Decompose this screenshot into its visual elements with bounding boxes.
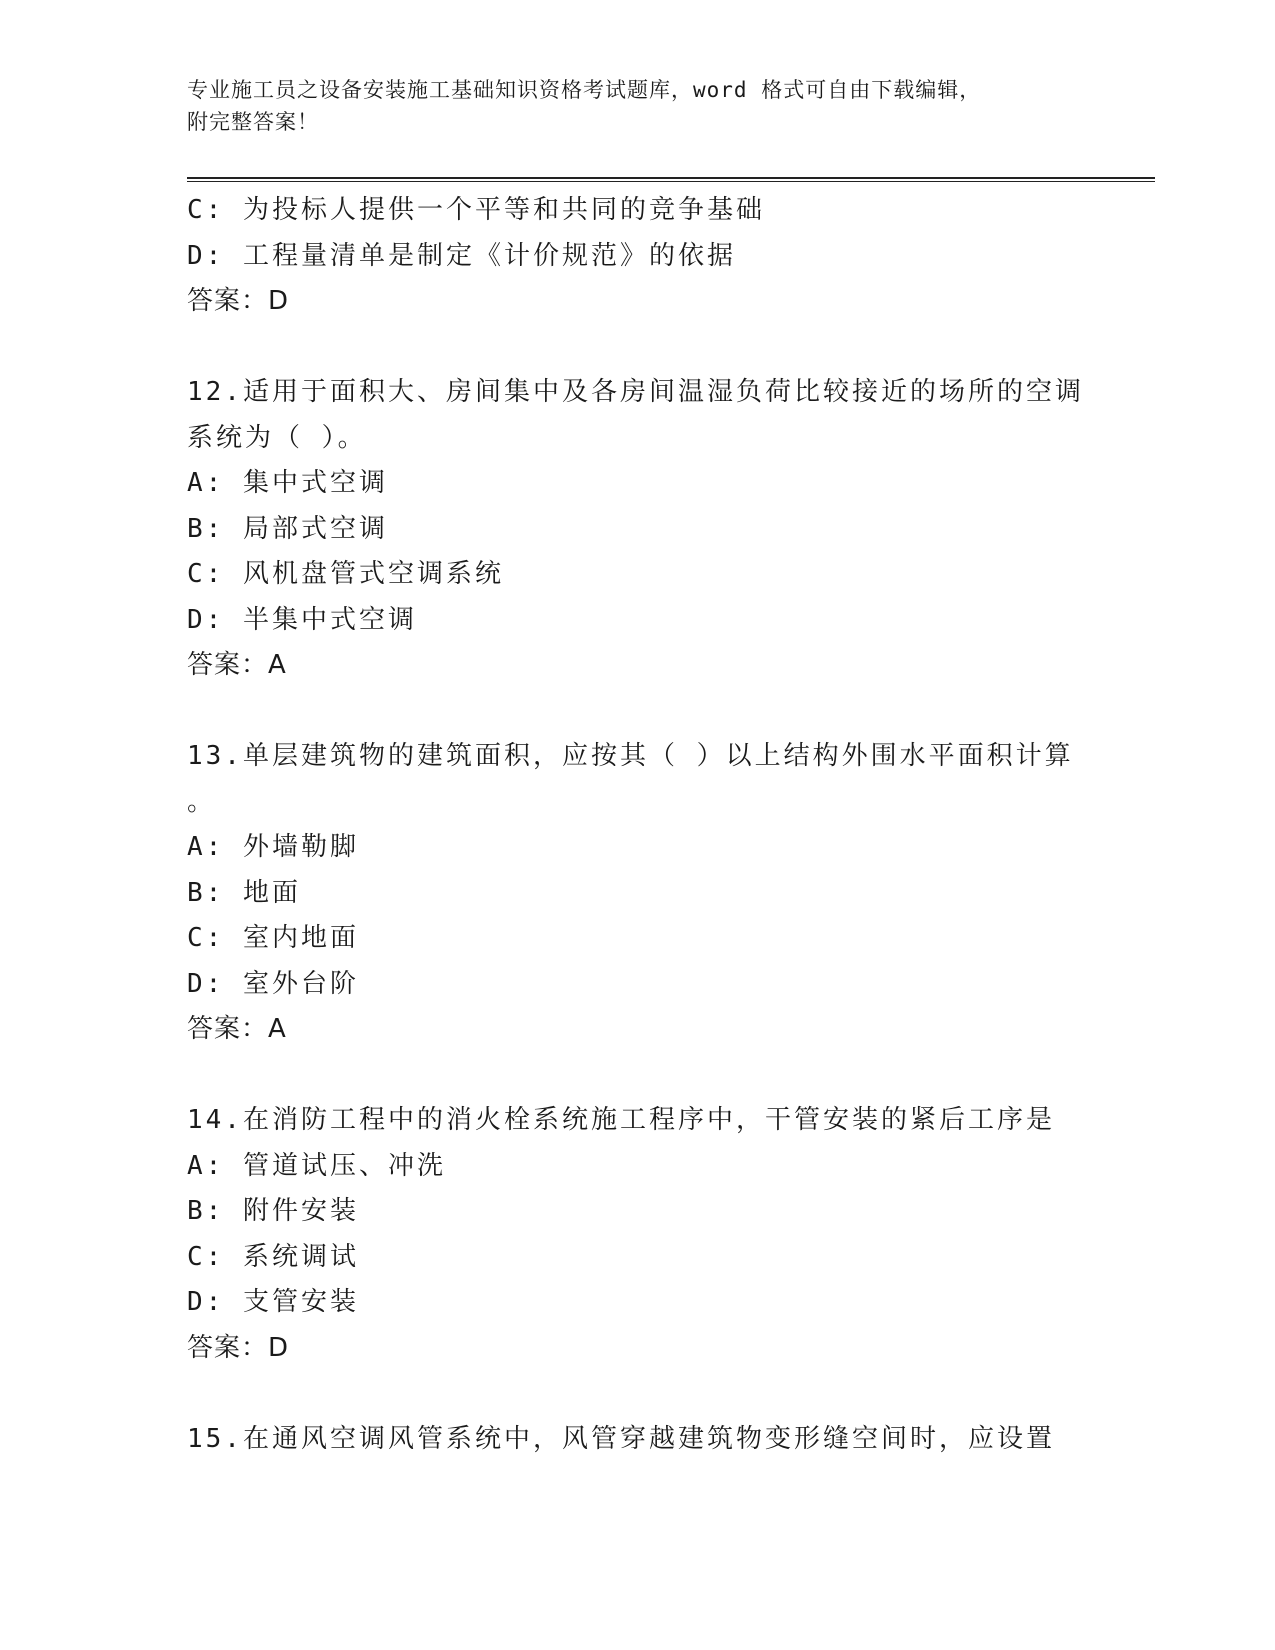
question-stem: 13.单层建筑物的建筑面积，应按其（ ）以上结构外围水平面积计算 (187, 741, 1074, 771)
header-title-line-1: 专业施工员之设备安装施工基础知识资格考试题库，word 格式可自由下载编辑， (187, 78, 982, 102)
question-14 (187, 1098, 1087, 1371)
option-c: C: 室内地面 (187, 923, 359, 953)
question-15 (187, 1417, 1087, 1463)
option-b: B: 局部式空调 (187, 513, 388, 544)
page-header (187, 74, 1067, 138)
answer-line: 答案：D (187, 286, 290, 316)
answer-line: 答案：A (187, 650, 287, 680)
answer-line: 答案：D (187, 1332, 290, 1363)
question-stem: 15.在通风空调风管系统中，风管穿越建筑物变形缝空间时，应设置 (187, 1423, 1055, 1454)
option-b: B: 地面 (187, 877, 301, 908)
option-b: B: 附件安装 (187, 1196, 359, 1226)
option-d: D: 工程量清单是制定《计价规范》的依据 (187, 240, 736, 271)
spacer (187, 1371, 1087, 1417)
question-list (187, 188, 1087, 1462)
previous-question-tail (187, 188, 1087, 325)
option-d: D: 室外台阶 (187, 968, 359, 999)
answer-line: 答案：A (187, 1014, 287, 1044)
question-13 (187, 734, 1087, 1053)
spacer (187, 1053, 1087, 1099)
spacer (187, 689, 1087, 735)
option-c: C: 为投标人提供一个平等和共同的竞争基础 (187, 195, 765, 225)
option-d: D: 半集中式空调 (187, 604, 417, 635)
spacer (187, 325, 1087, 371)
option-a: A: 集中式空调 (187, 468, 388, 498)
option-c: C: 系统调试 (187, 1241, 359, 1272)
question-stem: 12.适用于面积大、房间集中及各房间温湿负荷比较接近的场所的空调 (187, 377, 1084, 407)
option-a: A: 管道试压、冲洗 (187, 1150, 446, 1181)
question-stem-continued: 系统为（ ）。 (187, 422, 367, 453)
header-divider (187, 177, 1155, 182)
question-12 (187, 370, 1087, 689)
option-a: A: 外墙勒脚 (187, 832, 359, 862)
option-d: D: 支管安装 (187, 1287, 359, 1317)
header-title-line-2: 附完整答案！ (187, 110, 319, 134)
option-c: C: 风机盘管式空调系统 (187, 559, 504, 589)
question-stem-continued: 。 (187, 786, 214, 817)
question-stem: 14.在消防工程中的消火栓系统施工程序中，干管安装的紧后工序是 (187, 1105, 1055, 1135)
